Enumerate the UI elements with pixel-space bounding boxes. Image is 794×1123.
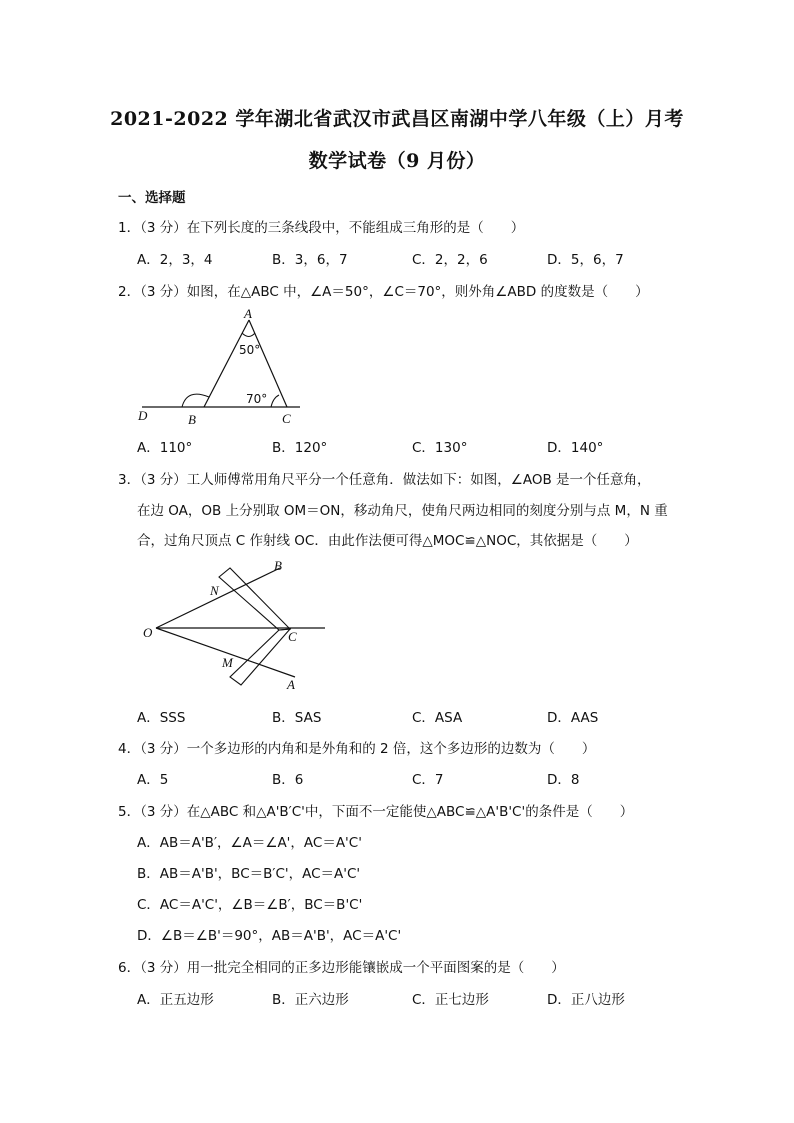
q3-option-a: A．SSS xyxy=(137,710,186,726)
q1-option-c: C．2，2，6 xyxy=(412,252,488,268)
q3-stem-line-1: 3．（3 分）工人师傅常用角尺平分一个任意角．做法如下：如图，∠AOB 是一个任意角， xyxy=(118,472,651,488)
q2-angle-a-arc xyxy=(242,333,255,337)
q2-label-a: A xyxy=(244,306,252,321)
q6-option-b: B．正六边形 xyxy=(272,992,349,1008)
q3-stem-line-3: 合，过角尺顶点 C 作射线 OC．由此作法便可得△MOC≌△NOC，其依据是（ ） xyxy=(137,533,638,549)
q3-label-m: M xyxy=(222,655,233,670)
q4-option-a: A．5 xyxy=(137,772,169,788)
q6-option-c: C．正七边形 xyxy=(412,992,489,1008)
q4-option-d: D．8 xyxy=(547,772,580,788)
q1-option-a: A．2，3，4 xyxy=(137,252,213,268)
q3-label-c: C xyxy=(288,629,297,644)
q3-label-a: A xyxy=(287,677,295,692)
q2-option-c: C．130° xyxy=(412,440,468,456)
q3-option-c: C．ASA xyxy=(412,710,463,726)
q4-option-b: B．6 xyxy=(272,772,304,788)
q2-angle-a-value: 50° xyxy=(239,343,261,357)
q2-label-b: B xyxy=(188,412,196,427)
title-line-2: 数学试卷（9 月份） xyxy=(308,150,486,172)
q4-option-c: C．7 xyxy=(412,772,444,788)
q2-angle-c-value: 70° xyxy=(246,392,268,406)
q5-stem: 5．（3 分）在△ABC 和△A'B′C'中，下面不一定能使△ABC≌△A'B'C'的条件是（ ） xyxy=(118,804,634,820)
q2-option-a: A．110° xyxy=(137,440,193,456)
q2-option-b: B．120° xyxy=(272,440,328,456)
q6-option-d: D．正八边形 xyxy=(547,992,625,1008)
q1-option-b: B．3，6，7 xyxy=(272,252,348,268)
q3-label-b: B xyxy=(274,558,282,573)
q3-label-n: N xyxy=(210,583,219,598)
q2-label-d: D xyxy=(138,408,148,423)
title-line-1: 2021-2022 学年湖北省武汉市武昌区南湖中学八年级（上）月考 xyxy=(110,108,684,130)
q5-option-c: C．AC＝A'C'，∠B＝∠B′，BC＝B'C' xyxy=(137,897,363,913)
q3-option-b: B．SAS xyxy=(272,710,322,726)
q1-option-d: D．5，6，7 xyxy=(547,252,624,268)
q2-triangle-figure xyxy=(132,302,332,432)
q1-stem: 1．（3 分）在下列长度的三条线段中，不能组成三角形的是（ ） xyxy=(118,220,525,236)
q3-label-o: O xyxy=(143,625,153,640)
q3-stem-line-2: 在边 OA，OB 上分别取 OM＝ON，移动角尺，使角尺两边相同的刻度分别与点 M，N 重 xyxy=(137,503,668,519)
q5-option-b: B．AB＝A'B'，BC＝B′C'，AC＝A'C' xyxy=(137,866,361,882)
q3-angle-ruler-figure xyxy=(140,555,340,695)
q2-option-d: D．140° xyxy=(547,440,604,456)
q6-stem: 6．（3 分）用一批完全相同的正多边形能镶嵌成一个平面图案的是（ ） xyxy=(118,960,565,976)
q3-ray-ob xyxy=(156,568,280,628)
section-heading: 一、选择题 xyxy=(118,190,186,206)
q2-angle-c-arc xyxy=(271,395,279,407)
q2-label-c: C xyxy=(282,411,291,426)
q2-stem: 2．（3 分）如图，在△ABC 中，∠A＝50°，∠C＝70°，则外角∠ABD 的度数是（ ） xyxy=(118,284,649,300)
q4-stem: 4．（3 分）一个多边形的内角和是外角和的 2 倍，这个多边形的边数为（ ） xyxy=(118,741,596,757)
q3-ruler-upper-arm xyxy=(219,568,290,630)
q5-option-a: A．AB＝A'B′，∠A＝∠A'，AC＝A'C' xyxy=(137,835,362,851)
q6-option-a: A．正五边形 xyxy=(137,992,214,1008)
q5-option-d: D．∠B＝∠B'＝90°，AB＝A'B'，AC＝A'C' xyxy=(137,928,402,944)
q3-option-d: D．AAS xyxy=(547,710,599,726)
